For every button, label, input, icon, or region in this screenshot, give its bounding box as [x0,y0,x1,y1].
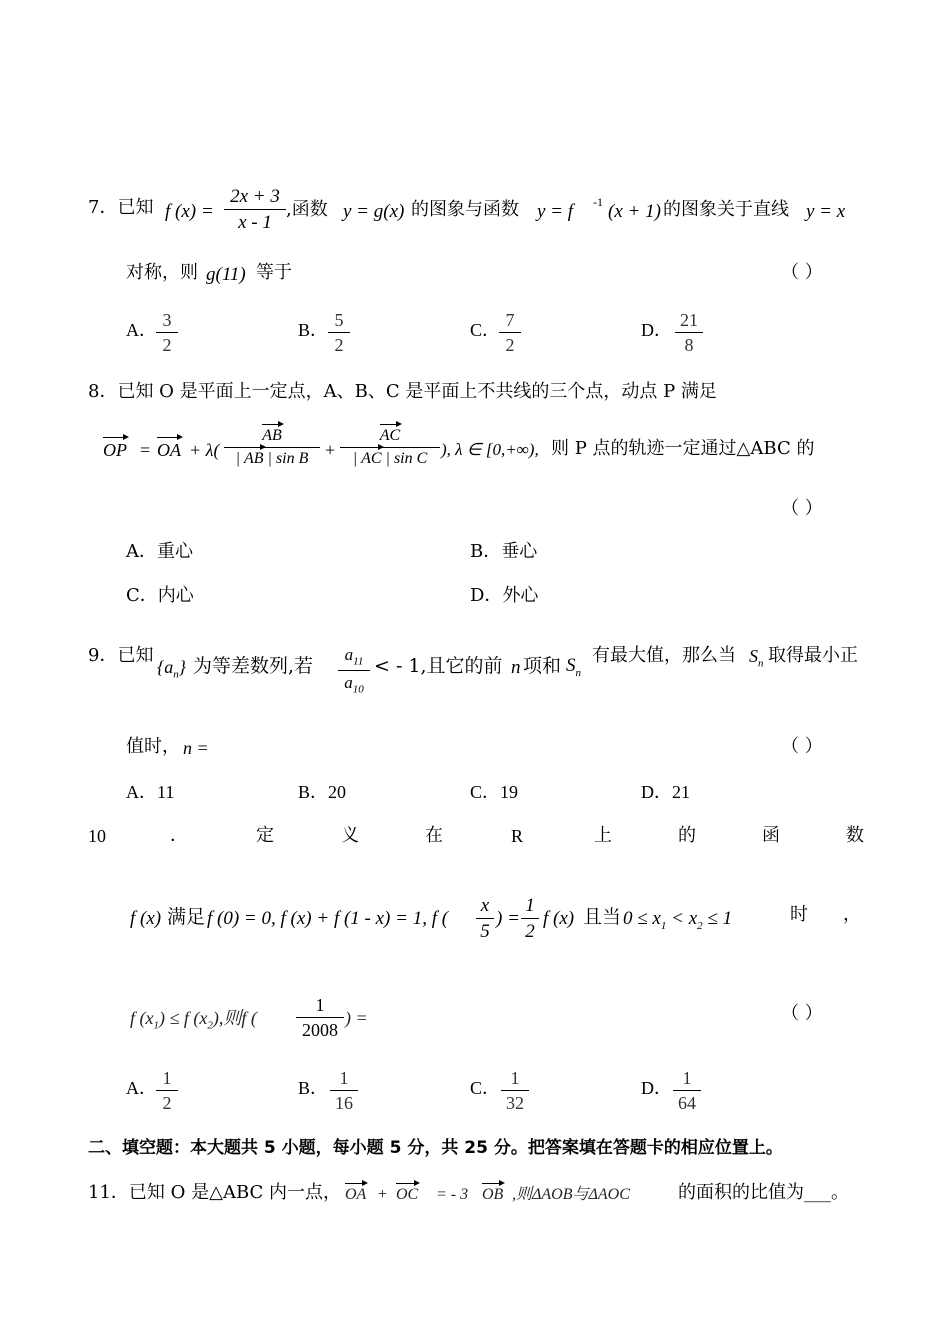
q9-option-b-text: 20 [328,782,347,802]
q10-l2-f: 且当 [583,906,622,928]
q8-option-d-label: D． [470,585,503,606]
q10-option-b-fraction [330,1069,358,1112]
q10-l3-e: ) = [345,1008,368,1028]
q8-answer-paren: （ ） [781,498,823,519]
q10-option-a-den: 2 [162,1093,172,1113]
q8-option-d [470,587,538,605]
q9-s-letter: S [566,655,576,676]
q7-f-lhs: f (x) = [165,201,214,222]
q7-expr-g: y = x [806,201,846,222]
q8-f2-num: AC [379,427,401,444]
q10-answer-paren: （ ） [781,1003,823,1024]
q7-text-f: 的图象关于直线 [663,199,789,220]
q8-plus: + [325,440,336,460]
q9-option-a-text: 11 [157,782,175,802]
q10-l3-d-text: f ( [241,1008,257,1028]
q7-option-a-fraction [156,311,178,354]
q9-s-sub: n [575,666,581,679]
q9-seq-close: } [178,657,186,677]
q7-option-b-label: B． [298,320,329,340]
q9-option-c [470,783,518,801]
q11-text-a: 11．已知 O 是△ABC 内一点， [88,1182,342,1203]
q10-l2-i-text: ≤ 1 [707,908,733,929]
q8-option-c-text: 内心 [157,585,194,606]
q8-f1-den-a: | [235,450,244,467]
q9-seq-open: {a [157,657,174,677]
q11-mid: ,则ΔAOB与ΔAOC [512,1186,630,1203]
q11-tail: 的面积的比值为___。 [678,1182,849,1203]
q8-vec-oa: OA [157,440,181,460]
q7-number: 7．已知 [88,197,154,218]
q9-option-a [126,783,174,801]
q10-spread-4: 在 [425,825,443,846]
q7-option-d-num: 21 [680,310,698,330]
q10-option-c-label: C． [470,1078,501,1098]
q11-plus: + [378,1186,388,1203]
q8-option-b [470,543,537,561]
q10-spread-0: 10 [88,826,106,846]
q10-spread-7: 的 [678,825,696,846]
q8-f2-den-b: | sin C [381,450,428,467]
q10-l2-h-sub: 2 [697,919,703,932]
q10-l3-a-sub: 1 [153,1019,159,1032]
q7-answer-paren: （ ） [781,262,823,283]
q10-x-over-5 [476,896,494,941]
q10-option-c-num: 1 [510,1068,520,1088]
q10-spread-6: 上 [594,825,612,846]
q10-l2-shi: 时 [790,904,808,925]
q7-text-a: ,函数 [286,199,328,220]
q7-option-c-fraction [499,311,521,354]
q10-one-half [521,896,539,941]
q8-option-a [126,543,193,561]
q10-one-over-2008-den: 2008 [302,1020,338,1040]
q7-frac-den: x - 1 [238,212,272,233]
q8-tail-math: ), λ ∈ [0,+∞), [441,440,539,459]
q9-option-c-text: 19 [500,782,519,802]
q10-l2-a: f (x) [130,908,162,929]
q10-spread-2: 定 [256,825,274,846]
q9-line2: 值时， [126,736,180,757]
q8-f1-den-b: | sin B [263,450,309,467]
q7-expr-e: (x + 1) [608,201,661,222]
q9-option-d-label: D． [641,782,672,802]
q9-option-b [298,783,346,801]
q10-option-d-num: 1 [682,1068,692,1088]
q8-fraction-1 [224,428,320,467]
q9-text-a: 为等差数列,若 [193,655,314,677]
q9-sequence [157,658,186,681]
q10-option-a-label: A． [126,1078,157,1098]
q8-plus-lambda: + λ( [189,440,220,460]
q7-text-c: 的图象与函数 [411,199,519,220]
q7-expr-d: y = f [537,201,574,222]
q10-one-half-den: 2 [525,921,535,942]
q10-one-over-2008 [296,996,344,1039]
q10-option-c-den: 32 [506,1093,524,1113]
q10-option-b-label: B． [298,1078,329,1098]
q10-l2-g-text: 0 ≤ x [623,908,661,929]
q7-option-c-num: 7 [505,310,515,330]
q7-superscript: -1 [593,195,603,209]
q8-f2-den-a: | [352,450,362,467]
q7-option-c-den: 2 [505,335,515,355]
q9-frac-num: a [344,645,354,664]
q7-option-a-label: A． [126,320,157,340]
q11-eq: = - 3 [436,1186,469,1203]
q9-text-e: 取得最小正 [768,645,858,666]
q9-seq-sub: n [173,668,179,681]
q9-option-d [641,783,690,801]
q7-option-b-den: 2 [334,335,344,355]
q8-option-c-label: C． [126,585,158,606]
q7-option-b-fraction [328,311,350,354]
q10-spread-8: 函 [762,825,780,846]
q9-text-d: 有最大值，那么当 [592,645,736,666]
q10-l2-c: f (0) = 0, f (x) + f (1 - x) = 1, f ( [207,908,449,929]
q8-option-b-text: 垂心 [501,541,538,562]
q10-l3-a-text: f (x [130,1008,154,1028]
section-2-heading: 二、填空题：本大题共 5 小题，每小题 5 分，共 25 分。把答案填在答题卡的相应位置上。 [88,1138,783,1158]
q10-option-d-label: D． [641,1078,672,1098]
q9-option-a-label: A． [126,782,157,802]
q7-line2-expr: g(11) [206,264,246,285]
q7-expr-b: y = g(x) [343,201,405,222]
q10-x-over-5-den: 5 [480,921,490,942]
q10-spread-1: ． [170,825,188,846]
q11-vec-oa: OA [345,1186,367,1203]
q8-option-a-label: A． [126,541,157,562]
q9-s [566,656,581,679]
q7-option-a-den: 2 [162,335,172,355]
q9-text-b: < - 1,且它的前 [374,655,503,677]
q7-option-d-den: 8 [684,335,694,355]
q10-l2-g [623,909,732,932]
q8-eq: = [140,440,151,460]
q8-option-c [126,587,194,605]
q10-l2-comma: ， [843,904,861,925]
q9-frac-num-sub: 11 [353,655,364,668]
q7-option-d-label: D． [641,320,672,340]
q10-option-b-den: 16 [335,1093,353,1113]
q8-option-a-text: 重心 [157,541,193,562]
q8-f1-num: AB [262,427,282,444]
q7-option-a-num: 3 [162,310,172,330]
q7-option-d-fraction [675,311,703,354]
q10-l3-b-sub: 2 [207,1019,213,1032]
q10-option-d-den: 64 [678,1093,696,1113]
q10-l2-e: f (x) [543,908,575,929]
q7-fraction [224,187,286,232]
q8-option-b-label: B． [470,541,502,562]
q9-n: n [511,657,521,678]
q8-line1: 8．已知 O 是平面上一定点，A、B、C 是平面上不共线的三个点，动点 P 满足 [88,381,717,402]
q10-l2-g-sub: 1 [660,919,667,932]
q7-line2-b: 等于 [256,262,292,283]
q11-vec-ob: OB [482,1186,504,1203]
q10-x-over-5-num: x [480,895,490,916]
q10-option-a-num: 1 [162,1068,172,1088]
q10-spread-9: 数 [846,825,864,846]
q9-number: 9．已知 [88,645,154,666]
q10-spread-3: 义 [341,825,359,846]
q9-line2-expr: n = [183,738,209,758]
q9-s2 [749,647,764,670]
q7-option-b-num: 5 [334,310,344,330]
q10-l3-c-text: ),则 [212,1008,242,1028]
q7-frac-num: 2x + 3 [230,186,280,207]
q8-fraction-2 [340,428,440,467]
q10-one-over-2008-num: 1 [315,995,325,1015]
q10-option-a-fraction [156,1069,178,1112]
q10-l2-h-text: < x [671,908,698,929]
q10-l3-b-text: ) ≤ f (x [158,1008,208,1028]
q8-f1-den-vec: AB [244,450,264,467]
q9-text-c: 项和 [523,655,562,677]
q10-spread-5: R [511,826,524,846]
q9-option-c-label: C． [470,782,501,802]
q9-answer-paren: （ ） [781,736,823,757]
q9-s2-letter: S [749,646,758,666]
q10-l2-d: ) = [496,908,520,929]
q8-tail-text: 则 P 点的轨迹一定通过△ABC 的 [551,438,815,459]
q9-fraction [338,646,370,696]
q8-f2-den-vec: AC [361,450,382,467]
q9-frac-den-sub: 10 [352,683,364,696]
q11-vec-oc: OC [396,1186,419,1203]
q8-option-d-text: 外心 [502,585,539,606]
q9-option-b-label: B． [298,782,329,802]
q10-option-c-fraction [501,1069,529,1112]
q10-option-d-fraction [673,1069,701,1112]
q9-frac-den: a [344,673,353,693]
q10-one-half-num: 1 [525,895,535,916]
q10-l3-a [130,1009,257,1032]
q10-option-b-num: 1 [339,1068,349,1088]
q10-l2-b: 满足 [167,906,206,928]
q9-option-d-text: 21 [672,782,690,802]
q9-s2-sub: n [758,657,764,670]
q7-line2-a: 对称，则 [126,262,198,283]
q7-option-c-label: C． [470,320,501,340]
q8-vec-op: OP [103,440,127,460]
